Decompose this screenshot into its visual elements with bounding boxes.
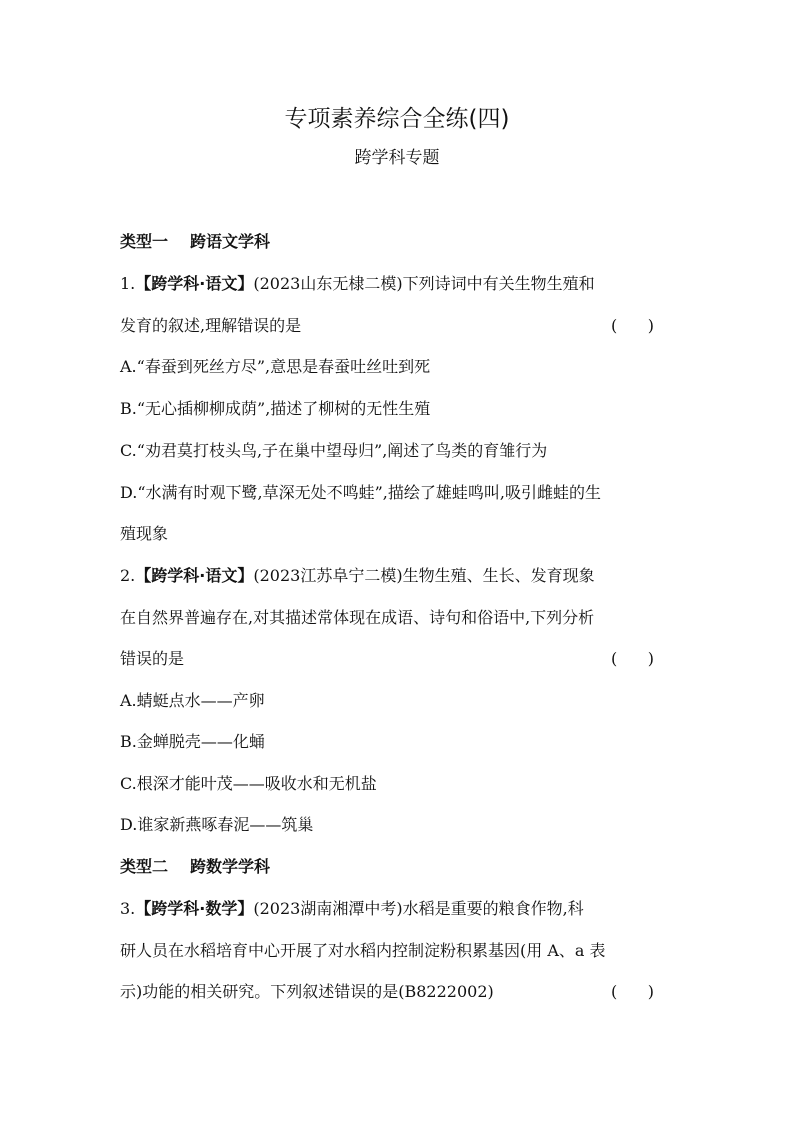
option-d: D.“水满有时观下鹭,草深无处不鸣蛙”,描绘了雄蛙鸣叫,吸引雌蛙的生 bbox=[120, 483, 601, 502]
subject-tag: 【跨学科·语文】 bbox=[135, 274, 254, 293]
option-a: A.“春蚕到死丝方尽”,意思是春蚕吐丝吐到死 bbox=[120, 357, 431, 376]
question-1-stem bbox=[120, 273, 680, 295]
question-3-stem bbox=[120, 898, 680, 920]
question-2-stem-cont-2: 错误的是 bbox=[120, 649, 185, 668]
section-heading-1 bbox=[120, 231, 680, 253]
page-title: 专项素养综合全练(四) bbox=[284, 106, 510, 132]
option-a: A.蜻蜓点水——产卵 bbox=[120, 691, 265, 710]
question-1-stem-cont: 发育的叙述,理解错误的是 bbox=[120, 316, 302, 335]
option-c: C.根深才能叶茂——吸收水和无机盐 bbox=[120, 774, 377, 793]
question-stem-text: (2023山东无棣二模)下列诗词中有关生物生殖和 bbox=[253, 274, 595, 293]
page-subtitle: 跨学科专题 bbox=[354, 148, 440, 168]
section-name: 跨数学学科 bbox=[190, 857, 271, 876]
section-label: 类型二 bbox=[120, 857, 169, 876]
question-3-stem-cont: 研人员在水稻培育中心开展了对水稻内控制淀粉积累基因(用 A、a 表 bbox=[120, 941, 606, 960]
option-d-cont: 殖现象 bbox=[120, 524, 169, 543]
section-heading-2 bbox=[120, 856, 680, 878]
section-label: 类型一 bbox=[120, 232, 169, 251]
question-stem-text: (2023湖南湘潭中考)水稻是重要的粮食作物,科 bbox=[253, 899, 584, 918]
option-b: B.“无心插柳柳成荫”,描述了柳树的无性生殖 bbox=[120, 399, 431, 418]
question-stem-text: (2023江苏阜宁二模)生物生殖、生长、发育现象 bbox=[253, 566, 595, 585]
question-2-stem-cont: 在自然界普遍存在,对其描述常体现在成语、诗句和俗语中,下列分析 bbox=[120, 608, 595, 627]
answer-blank: ( ) bbox=[611, 649, 654, 668]
section-name: 跨语文学科 bbox=[190, 232, 271, 251]
question-number: 2. bbox=[120, 566, 136, 585]
subject-tag: 【跨学科·数学】 bbox=[135, 899, 254, 918]
question-number: 1. bbox=[120, 274, 136, 293]
answer-blank: ( ) bbox=[611, 982, 654, 1001]
option-d: D.谁家新燕啄春泥——筑巢 bbox=[120, 815, 314, 834]
subject-tag: 【跨学科·语文】 bbox=[135, 566, 254, 585]
answer-blank: ( ) bbox=[611, 316, 654, 335]
option-c: C.“劝君莫打枝头鸟,子在巢中望母归”,阐述了鸟类的育雏行为 bbox=[120, 441, 548, 460]
question-2-stem bbox=[120, 565, 680, 587]
question-number: 3. bbox=[120, 899, 136, 918]
question-3-stem-cont-2: 示)功能的相关研究。下列叙述错误的是(B8222002) bbox=[120, 982, 494, 1001]
option-b: B.金蝉脱壳——化蛹 bbox=[120, 732, 265, 751]
